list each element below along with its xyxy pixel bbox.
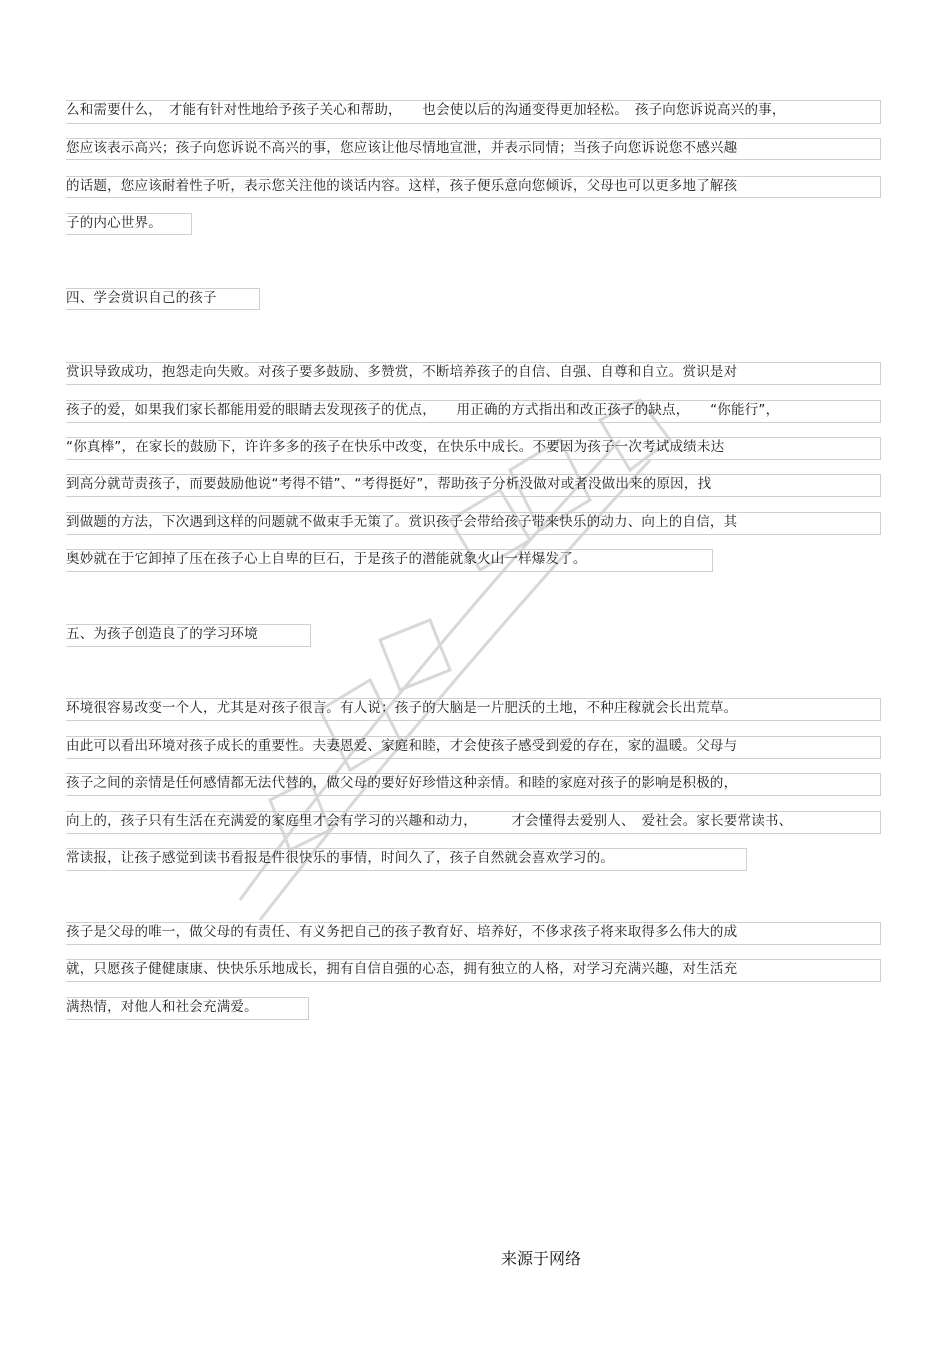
- paragraph-3-line-1: 环境很容易改变一个人，尤其是对孩子很言。有人说：孩子的大脑是一片肥沃的土地，不种庄稼就会长出荒草。: [66, 700, 738, 716]
- paragraph-2-line-6: 奥妙就在于它卸掉了压在孩子心上自卑的巨石，于是孩子的潜能就象火山一样爆发了。: [66, 551, 587, 567]
- paragraph-1-line-1: 么和需要什么， 才能有针对性地给予孩子关心和帮助， 也会使以后的沟通变得更加轻松。 孩子向您诉说高兴的事，: [66, 102, 786, 118]
- paragraph-4-line-2: 就，只愿孩子健健康康、快快乐乐地成长，拥有自信自强的心态，拥有独立的人格，对学习充满兴趣，对生活充: [66, 961, 738, 977]
- paragraph-2-line-3: “你真棒”，在家长的鼓励下，许许多多的孩子在快乐中改变，在快乐中成长。不要因为孩子一次考试成绩未达: [66, 439, 725, 455]
- paragraph-2-line-5: 到做题的方法，下次遇到这样的问题就不做束手无策了。赏识孩子会带给孩子带来快乐的动力、向上的自信，其: [66, 514, 738, 530]
- paragraph-1-line-2: 您应该表示高兴；孩子向您诉说不高兴的事，您应该让他尽情地宣泄，并表示同情；当孩子向您诉说您不感兴趣: [66, 140, 738, 156]
- paragraph-3-line-3: 孩子之间的亲情是任何感情都无法代替的，做父母的要好好珍惜这种亲情。和睦的家庭对孩子的影响是积极的，: [66, 775, 738, 791]
- paragraph-3-line-2: 由此可以看出环境对孩子成长的重要性。夫妻恩爱、家庭和睦，才会使孩子感受到爱的存在，家的温暖。父母与: [66, 738, 738, 754]
- section-heading-4: 四、学会赏识自己的孩子: [66, 290, 217, 306]
- paragraph-4-line-1: 孩子是父母的唯一，做父母的有责任、有义务把自己的孩子教育好、培养好，不侈求孩子将来取得多么伟大的成: [66, 924, 738, 940]
- paragraph-3-line-4: 向上的，孩子只有生活在充满爱的家庭里才会有学习的兴趣和动力， 才会懂得去爱别人、 爱社会。家长要常读书、: [66, 813, 793, 829]
- section-heading-5: 五、为孩子创造良了的学习环境: [66, 626, 258, 642]
- paragraph-4-line-3: 满热情，对他人和社会充满爱。: [66, 999, 258, 1015]
- paragraph-1-line-4: 子的内心世界。: [66, 215, 162, 231]
- paragraph-2-line-4: 到高分就苛责孩子，而要鼓励他说“考得不错”、“考得挺好”，帮助孩子分析没做对或者没做出来的原因，找: [66, 476, 712, 492]
- source-footer: 来源于网络: [501, 1249, 582, 1268]
- paragraph-1-line-3: 的话题，您应该耐着性子听，表示您关注他的谈话内容。这样，孩子便乐意向您倾诉，父母也可以更多地了解孩: [66, 178, 738, 194]
- paragraph-2-line-2: 孩子的爱，如果我们家长都能用爱的眼睛去发现孩子的优点， 用正确的方式指出和改正孩子的缺点， “你能行”，: [66, 402, 780, 418]
- paragraph-2-line-1: 赏识导致成功，抱怨走向失败。对孩子要多鼓励、多赞赏，不断培养孩子的自信、自强、自尊和自立。赏识是对: [66, 364, 738, 380]
- paragraph-3-line-5: 常读报，让孩子感觉到读书看报是件很快乐的事情，时间久了，孩子自然就会喜欢学习的。: [66, 850, 614, 866]
